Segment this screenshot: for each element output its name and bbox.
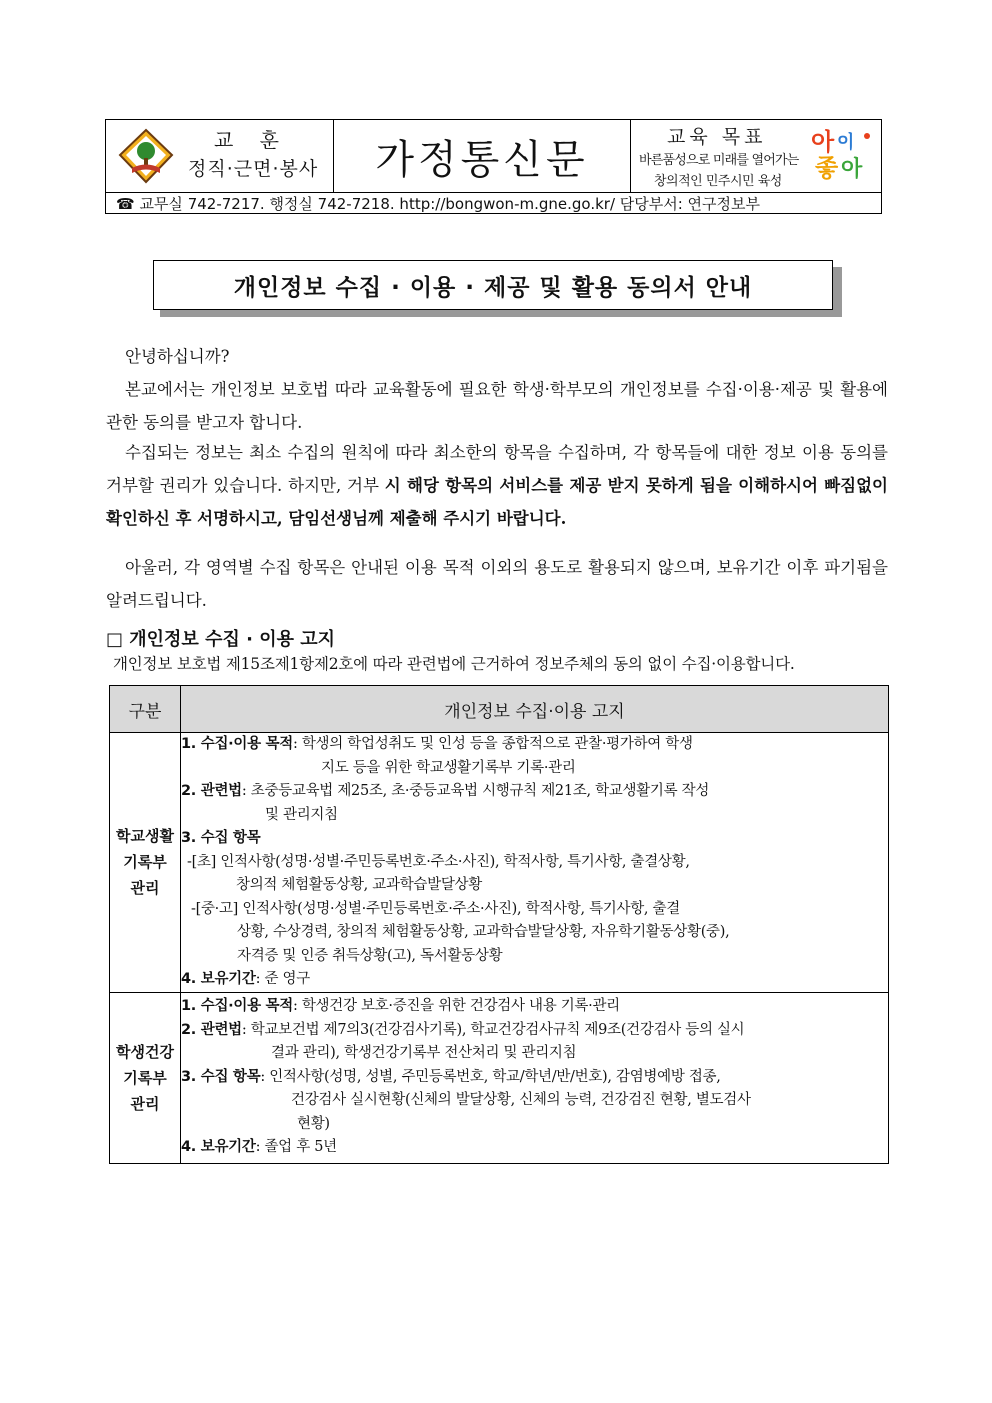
items-line-2: 창의적 체험활동상황, 교과학습발달상황 xyxy=(236,877,482,893)
goal-line-2: 창의적인 민주시민 육성 xyxy=(654,174,782,189)
contact-bar xyxy=(106,193,881,213)
svg-text:아: 아 xyxy=(841,157,863,182)
items-text: : 인적사항(성명, 성별, 주민등록번호, 학교/학년/반/번호), 감염병예방 접종, xyxy=(260,1068,721,1085)
law-label: 2. 관련법 xyxy=(181,1021,242,1038)
consent-bold-text: 시 해당 항목의 서비스를 제공 받지 못하게 됨을 이해하시어 빠짐없이 확인하신 후 서명하시고, 담임선생님께 제출해 주시기 바랍니다. xyxy=(106,476,888,528)
retention-label: 4. 보유기간 xyxy=(181,971,256,987)
purpose-text: : 학생건강 보호·증진을 위한 건강검사 내용 기록·관리 xyxy=(292,998,620,1015)
retention-label: 4. 보유기간 xyxy=(181,1139,256,1156)
retention-text: : 졸업 후 5년 xyxy=(255,1139,337,1156)
retention-text: : 준 영구 xyxy=(255,971,310,987)
consent-text: 수집되는 정보는 최소 수집의 원칙에 따라 최소한의 항목을 수집하며, 각 항목들에 대한 정보 이용 동의를 거부할 권리가 있습니다. 하지만, 거부 xyxy=(106,443,888,495)
category-line: 관리 xyxy=(130,1094,160,1113)
svg-text:좋: 좋 xyxy=(815,154,839,182)
law-line xyxy=(181,780,888,804)
newsletter-title: 가정통신문 xyxy=(375,136,589,183)
items-line-3: -[중·고] 인적사항(성명·성별·주민등록번호·주소·사진), 학적사항, 특기사항, 출결 xyxy=(191,900,680,917)
motto-label: 교 훈 xyxy=(214,128,289,152)
document-title: 개인정보 수집 · 이용 · 제공 및 활용 동의서 안내 xyxy=(153,260,833,310)
svg-text:이: 이 xyxy=(837,132,855,153)
items-line xyxy=(181,1066,888,1090)
table-header-row xyxy=(110,686,889,733)
disposal-text: 아울러, 각 영역별 수집 항목은 안내된 이용 목적 이외의 용도로 활용되지 않으며, 보유기간 이후 파기됨을 알려드립니다. xyxy=(106,558,888,610)
notice-health-record xyxy=(181,992,889,1163)
category-health-record xyxy=(110,992,181,1163)
law-line-2: 결과 관리), 학생건강기록부 전산처리 및 관리지침 xyxy=(271,1045,577,1062)
table-row xyxy=(110,992,889,1163)
goal-line-1: 바른품성으로 미래를 열어가는 xyxy=(639,153,799,168)
law-line-2: 및 관리지침 xyxy=(265,806,338,823)
newsletter-header xyxy=(105,119,882,214)
category-line: 기록부 xyxy=(123,1068,167,1087)
items-line-1: -[초] 인적사항(성명·성별·주민등록번호·주소·사진), 학적사항, 특기사항, 출결상황, xyxy=(187,853,690,870)
goal-cell xyxy=(631,120,881,192)
svg-text:아: 아 xyxy=(811,128,835,156)
law-line xyxy=(181,1019,888,1043)
category-line: 학교생활 xyxy=(116,827,174,846)
header-notice: 개인정보 수집·이용 고지 xyxy=(181,686,889,733)
purpose-line xyxy=(181,995,888,1019)
category-line: 관리 xyxy=(130,879,160,898)
purpose-label: 1. 수집·이용 목적 xyxy=(181,736,293,752)
purpose-text: : 학생의 학업성취도 및 인성 등을 종합적으로 관찰·평가하여 학생 xyxy=(292,736,693,752)
notice-school-record xyxy=(181,733,889,993)
greeting-text: 안녕하십니까? xyxy=(125,347,230,366)
retention-line xyxy=(181,968,888,992)
items-line-3: 현황) xyxy=(297,1115,330,1132)
header-top-row xyxy=(106,120,881,193)
items-line-2: 건강검사 실시현황(신체의 발달상황, 신체의 능력, 건강검진 현황, 별도검사 xyxy=(291,1092,751,1109)
items-line-5: 자격증 및 인증 취득상황(고), 독서활동상황 xyxy=(237,947,503,964)
goal-label: 교육 목표 xyxy=(667,126,767,148)
header-category: 구분 xyxy=(110,686,181,733)
title-cell xyxy=(334,120,631,192)
law-text: : 초중등교육법 제25조, 초·중등교육법 시행규칙 제21조, 학교생활기록 작성 xyxy=(241,783,710,799)
items-label: 3. 수집 항목 xyxy=(181,830,261,846)
category-school-record xyxy=(110,733,181,993)
greeting-paragraph xyxy=(106,340,888,373)
contact-info: ☎ 교무실 742-7217. 행정실 742-7218. http://bongwon-m.gne.go.kr/ 담당부서: 연구정보부 xyxy=(116,194,760,213)
section-subtext: 개인정보 보호법 제15조제1항제2호에 따라 관련법에 근거하여 정보주체의 동의 없이 수집·이용합니다. xyxy=(113,655,795,673)
notice-table xyxy=(109,685,889,1164)
items-line-4: 상황, 수상경력, 창의적 체험활동상황, 교과학습발달상황, 자유학기활동상황(중), xyxy=(237,924,730,940)
school-logo-icon xyxy=(118,128,174,184)
purpose-line xyxy=(181,733,888,757)
retention-line xyxy=(181,1136,888,1160)
mascot-logo-icon xyxy=(807,124,879,188)
category-line: 학생건강 xyxy=(116,1042,174,1061)
items-label: 3. 수집 항목 xyxy=(181,1068,261,1085)
school-motto: 정직·근면·봉사 xyxy=(188,158,319,180)
law-label: 2. 관련법 xyxy=(181,783,242,799)
category-line: 기록부 xyxy=(123,853,167,872)
motto-cell xyxy=(106,120,334,192)
law-text: : 학교보건법 제7의3(건강검사기록), 학교건강검사규칙 제9조(건강검사 등의 실시 xyxy=(241,1021,745,1038)
intro-paragraph xyxy=(106,373,888,439)
consent-paragraph xyxy=(106,436,888,535)
section-heading: □ 개인정보 수집 · 이용 고지 xyxy=(106,629,336,650)
disposal-paragraph xyxy=(106,551,888,617)
table-row xyxy=(110,733,889,993)
purpose-label: 1. 수집·이용 목적 xyxy=(181,998,293,1015)
intro-text: 본교에서는 개인정보 보호법 따라 교육활동에 필요한 학생·학부모의 개인정보를 수집·이용·제공 및 활용에 관한 동의를 받고자 합니다. xyxy=(106,380,888,432)
purpose-line-2: 지도 등을 위한 학교생활기록부 기록·관리 xyxy=(321,759,576,776)
